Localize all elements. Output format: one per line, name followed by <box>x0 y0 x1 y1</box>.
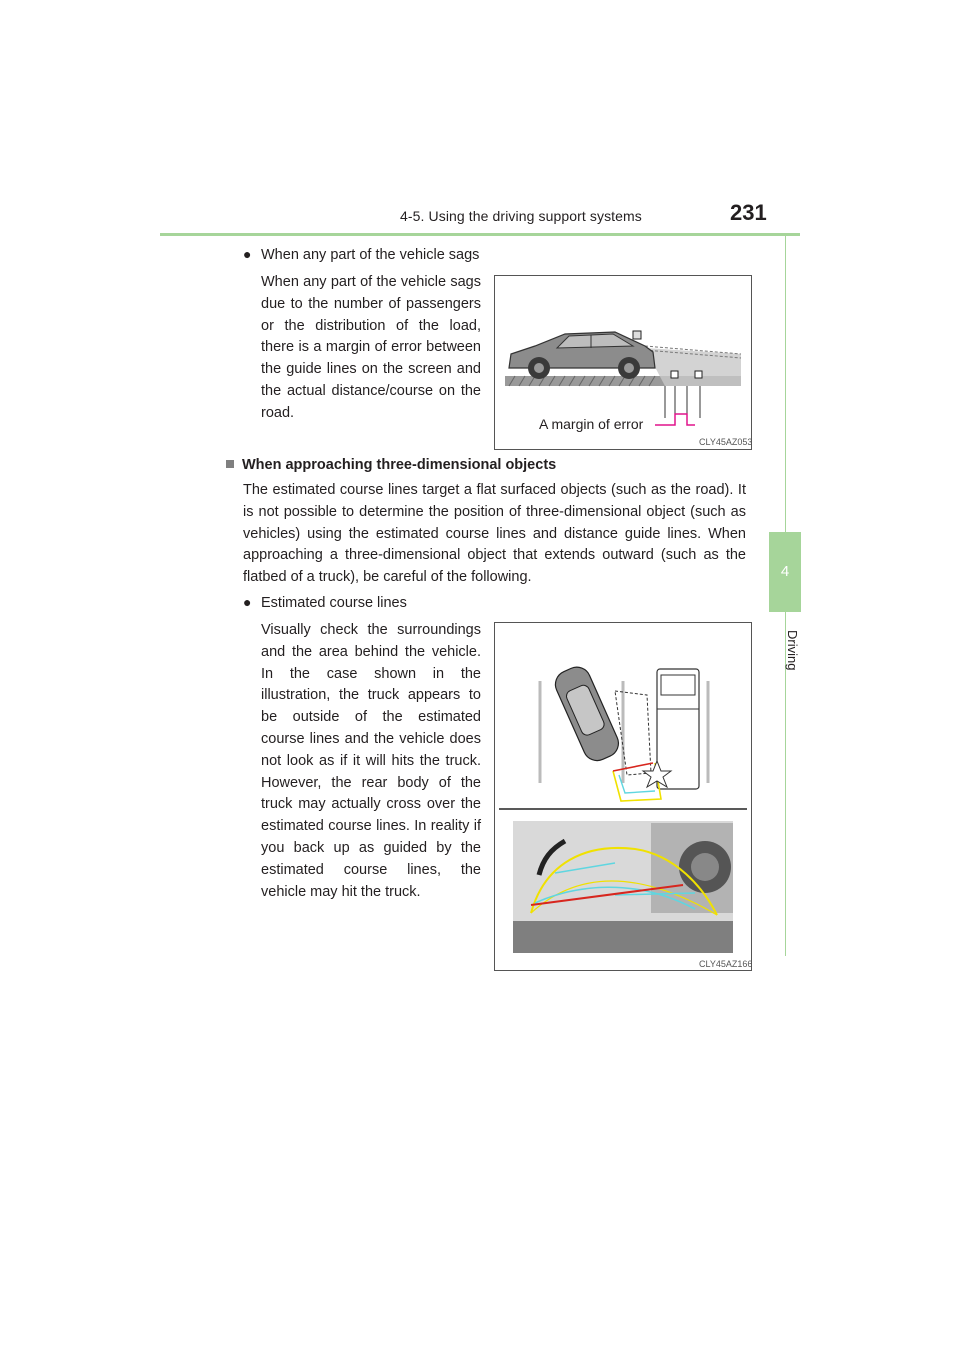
heading-3d <box>226 457 556 473</box>
bullet-course-text: Estimated course lines <box>261 595 407 611</box>
heading-square-icon <box>226 460 234 468</box>
figure-sag <box>494 275 752 450</box>
figure-code: CLY45AZ166 <box>699 959 753 969</box>
chapter-label: Driving <box>785 630 800 671</box>
figure-code: CLY45AZ053 <box>699 437 753 447</box>
three-d-body: The estimated course lines target a flat surfaced objects (such as the road). It is not possible to determine the position of three-dimensional object (such as vehicles) using the estimated course lines and distance guide lines. When approaching a three-dimensional object that extends outward (such as the flatbed of a truck), be careful of the following. <box>243 482 746 586</box>
figure-truck <box>494 622 752 971</box>
bullet-sag-text: When any part of the vehicle sags <box>261 247 480 263</box>
truck-illustration <box>495 623 751 970</box>
course-body: Visually check the surroundings and the area behind the vehicle. In the case shown in the illustration, the truck appears to be outside of the estimated course lines and the vehicle does not look as if it will hits the truck. However, the rear body of the truck may actually cross over the estimated course lines. In reality if you back up as guided by the estimated course lines, the vehicle may hit the truck. <box>261 622 481 900</box>
section-title: 4-5. Using the driving support systems <box>400 208 642 224</box>
page-number: 231 <box>730 200 767 225</box>
heading-3d-text: When approaching three-dimensional objects <box>242 457 557 473</box>
bullet-sag <box>243 246 479 263</box>
bullet-course <box>243 594 407 611</box>
sag-body: When any part of the vehicle sags due to the number of passengers or the distribution of the load, there is a margin of error between the guide lines on the screen and the actual distance/course on the road. <box>261 274 481 421</box>
margin-of-error-label: A margin of error <box>539 416 644 432</box>
bullet-icon: ● <box>243 594 252 610</box>
chapter-tab[interactable]: 4 <box>769 532 801 612</box>
bullet-icon: ● <box>243 246 252 262</box>
header-rule <box>160 233 800 236</box>
